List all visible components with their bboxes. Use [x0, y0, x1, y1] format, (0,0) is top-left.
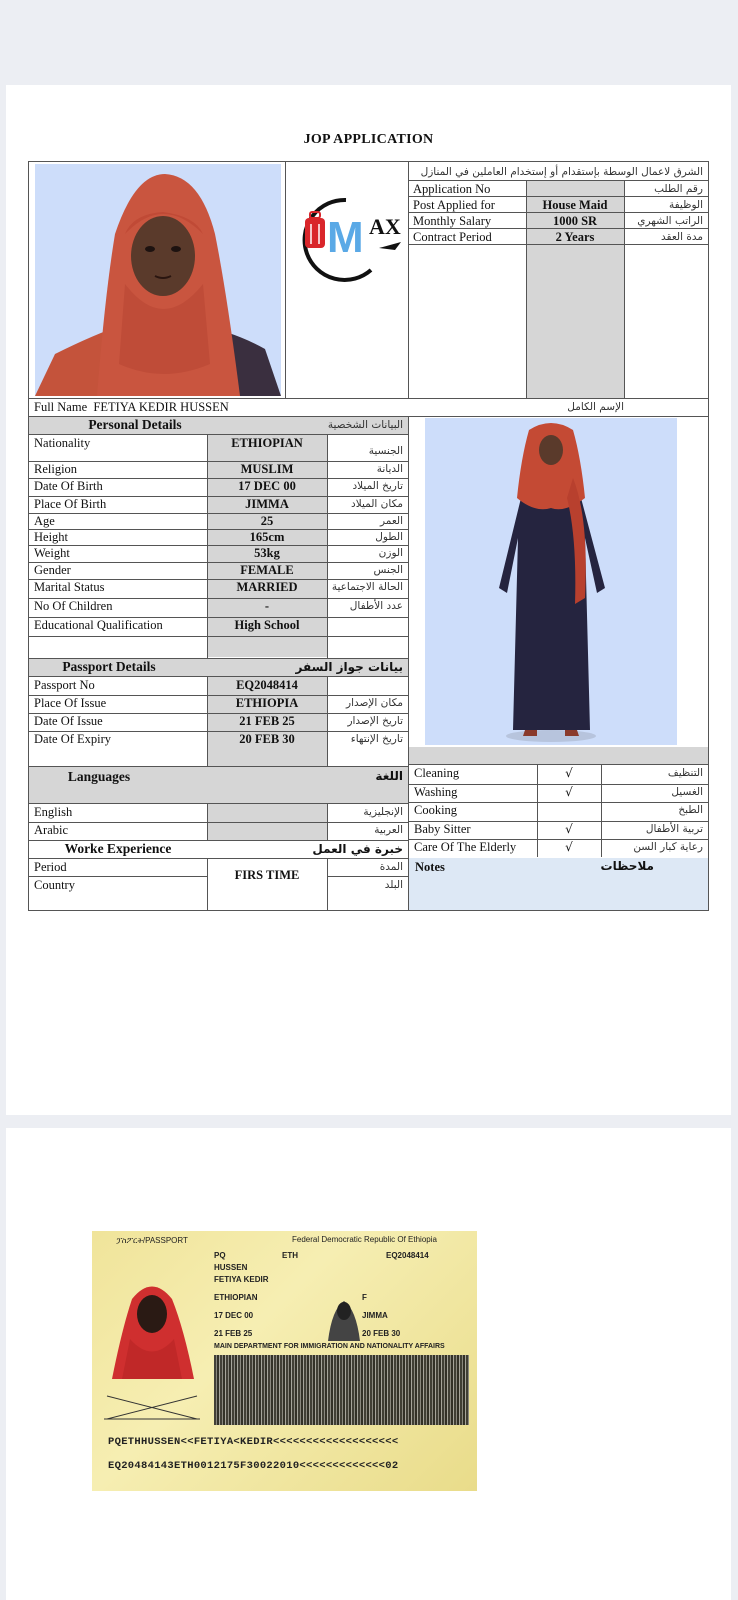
full-name-label: Full Name	[34, 400, 88, 414]
skill-arabic: رعاية كبار السن	[633, 841, 703, 853]
skill-label: Cooking	[414, 803, 458, 817]
passport-issue-date: 21 FEB 25	[214, 1329, 253, 1338]
passport-row-arabic: تاريخ الإصدار	[347, 715, 403, 727]
agency-name-arabic: الشرق لاعمال الوسطة بإستقدام أو إستخدام العاملين في المنازل	[420, 166, 703, 178]
passport-row-value: EQ2048414	[236, 678, 298, 692]
work-experience-heading: Worke Experience	[64, 841, 172, 856]
page-title: JOP APPLICATION	[303, 132, 434, 147]
header-row-arabic: مدة العقد	[661, 231, 703, 243]
passport-row-label: Place Of Issue	[34, 696, 107, 710]
skill-label: Washing	[414, 784, 458, 799]
passport-word: ፓስፖርት/PASSPORT	[116, 1236, 188, 1245]
personal-details-heading-arabic: البيانات الشخصية	[327, 419, 403, 431]
personal-row-arabic: الجنس	[373, 564, 403, 576]
header-row-arabic: الراتب الشهري	[637, 215, 703, 227]
passport-row-value: 20 FEB 30	[239, 732, 295, 746]
portrait-photo	[35, 164, 281, 396]
personal-row-label: Age	[34, 514, 55, 528]
language-row-arabic: الإنجليزية	[363, 806, 403, 818]
skill-check-mark: √	[565, 766, 573, 780]
country-arabic: البلد	[384, 879, 403, 891]
languages-heading-arabic: اللغة	[375, 769, 403, 783]
personal-row-value: High School	[234, 618, 300, 632]
header-row-value: 1000 SR	[552, 214, 598, 228]
personal-row-label: Gender	[34, 563, 71, 577]
passport-surname: HUSSEN	[214, 1263, 248, 1272]
personal-row-value: FEMALE	[240, 563, 294, 577]
passport-scan	[92, 1231, 477, 1491]
passport-row-label: Date Of Expiry	[34, 732, 112, 746]
skill-arabic: الطبخ	[678, 804, 703, 816]
personal-row-arabic: الطول	[375, 531, 403, 543]
header-row-divider	[408, 244, 708, 245]
personal-row-value: MARRIED	[236, 580, 298, 594]
personal-row-arabic: تاريخ الميلاد	[352, 480, 403, 492]
personal-row-value: 25	[260, 514, 274, 528]
period-arabic: المدة	[379, 861, 403, 873]
passport-signature	[102, 1391, 202, 1421]
passport-code: ETH	[282, 1251, 298, 1260]
application-page	[6, 85, 731, 1115]
passport-details-heading-arabic: بيانات جواز السفر	[295, 660, 403, 674]
personal-row-label: Educational Qualification	[34, 618, 163, 632]
header-row-label: Monthly Salary	[413, 214, 492, 228]
company-logo	[291, 190, 411, 282]
passport-row-arabic: تاريخ الإنتهاء	[350, 733, 403, 745]
personal-col-divider-1	[207, 434, 208, 658]
skill-check-mark: √	[565, 821, 573, 836]
passport-number: EQ2048414	[386, 1251, 429, 1260]
header-row-arabic: الوظيفة	[668, 199, 703, 211]
personal-row-arabic: الحالة الاجتماعية	[331, 581, 403, 593]
passport-copy-page	[6, 1128, 731, 1600]
personal-row-value: 17 DEC 00	[238, 479, 296, 493]
personal-row-arabic: عدد الأطفال	[349, 600, 403, 612]
personal-row-arabic: الديانة	[376, 463, 403, 475]
personal-col-divider-2	[327, 434, 328, 658]
language-row-label: Arabic	[34, 823, 69, 837]
skill-arabic: الغسيل	[671, 785, 703, 798]
personal-row-value: 165cm	[249, 530, 285, 544]
skill-check-mark: √	[565, 784, 573, 799]
header-row-value	[526, 181, 624, 197]
full-name-value: FETIYA KEDIR HUSSEN	[93, 400, 229, 414]
skill-check-mark	[537, 802, 601, 820]
mrz-line-2: EQ20484143ETH0012175F30022010<<<<<<<<<<<<<02	[108, 1460, 399, 1472]
header-row-value: 2 Years	[555, 230, 595, 244]
header-row-value: House Maid	[542, 198, 608, 212]
passport-row-value: 21 FEB 25	[239, 714, 295, 728]
passport-ghost-photo	[324, 1289, 364, 1341]
personal-row-arabic: الوزن	[378, 547, 403, 559]
passport-dob: 17 DEC 00	[214, 1311, 254, 1320]
passport-authority: MAIN DEPARTMENT FOR IMMIGRATION AND NATIONALITY AFFAIRS	[214, 1343, 445, 1350]
personal-details-heading: Personal Details	[88, 417, 182, 432]
passport-pob: JIMMA	[362, 1311, 388, 1320]
personal-row-arabic	[327, 617, 408, 633]
notes-arabic: ملاحظات	[600, 859, 654, 873]
header-row-label: Application No	[413, 182, 491, 196]
passport-row-label: Passport No	[34, 678, 95, 692]
personal-row-label: Religion	[34, 462, 78, 476]
full-name-arabic: الإسم الكامل	[567, 401, 624, 413]
country-label: Country	[34, 878, 75, 892]
skill-check-mark: √	[565, 840, 573, 854]
personal-row-label: No Of Children	[34, 599, 113, 613]
passport-given-names: FETIYA KEDIR	[214, 1275, 269, 1284]
personal-row-arabic: مكان الميلاد	[351, 498, 403, 510]
passport-row-value: ETHIOPIA	[235, 696, 299, 710]
mrz-line-1: PQETHHUSSEN<<FETIYA<KEDIR<<<<<<<<<<<<<<<<<<<	[108, 1436, 399, 1448]
language-col-divider-2	[327, 803, 328, 840]
passport-col-divider-1	[207, 676, 208, 766]
personal-row-label: Height	[34, 530, 69, 544]
skill-label: Cleaning	[414, 766, 460, 780]
language-row-label: English	[34, 805, 73, 819]
skill-label: Baby Sitter	[414, 821, 471, 836]
header-row-arabic: رقم الطلب	[654, 183, 703, 195]
passport-nationality: ETHIOPIAN	[214, 1293, 258, 1302]
skill-arabic: التنظيف	[667, 767, 703, 779]
personal-row-value: 53kg	[254, 546, 280, 560]
passport-country-header: Federal Democratic Republic Of Ethiopia	[292, 1235, 437, 1244]
passport-barcode	[214, 1355, 469, 1425]
passport-row-label: Date Of Issue	[34, 714, 103, 728]
personal-row-value: ETHIOPIAN	[231, 436, 303, 450]
language-row-arabic: العربية	[374, 824, 403, 836]
passport-expiry-date: 20 FEB 30	[362, 1329, 401, 1338]
work-experience-value: FIRS TIME	[234, 868, 300, 882]
passport-type: PQ	[214, 1251, 226, 1260]
personal-row-label: Date Of Birth	[34, 479, 103, 493]
language-col-divider-1	[207, 803, 208, 840]
passport-col-divider-2	[327, 676, 328, 766]
skill-label: Care Of The Elderly	[414, 840, 517, 854]
full-name-row	[29, 399, 429, 416]
work-experience-heading-arabic: خبرة في العمل	[312, 842, 403, 856]
personal-row-value: -	[264, 599, 270, 613]
personal-row-value: MUSLIM	[240, 462, 294, 476]
personal-row-label: Weight	[34, 546, 70, 560]
passport-photo	[102, 1269, 202, 1379]
personal-row-label: Nationality	[34, 436, 91, 450]
personal-row-arabic: الجنسية	[368, 445, 403, 457]
personal-row-arabic: العمر	[379, 515, 403, 527]
passport-sex: F	[362, 1293, 367, 1302]
personal-row-label: Marital Status	[34, 580, 105, 594]
svg-text:AX: AX	[369, 214, 401, 239]
logo-letter: M	[327, 213, 364, 262]
skill-arabic: تربية الأطفال	[645, 822, 703, 835]
header-row-label: Post Applied for	[413, 198, 495, 212]
passport-details-heading: Passport Details	[62, 659, 156, 674]
personal-row-divider	[29, 636, 408, 637]
header-row-label: Contract Period	[413, 230, 492, 244]
application-form	[28, 161, 709, 911]
languages-heading: Languages	[67, 769, 131, 784]
skills-top-band	[409, 747, 708, 764]
passport-row-arabic	[327, 677, 408, 695]
period-label: Period	[34, 860, 67, 874]
notes-label: Notes	[415, 860, 445, 874]
passport-row-arabic: مكان الإصدار	[346, 697, 403, 709]
full-body-photo	[425, 418, 677, 745]
personal-row-value: JIMMA	[245, 497, 289, 511]
personal-row-label: Place Of Birth	[34, 497, 107, 511]
